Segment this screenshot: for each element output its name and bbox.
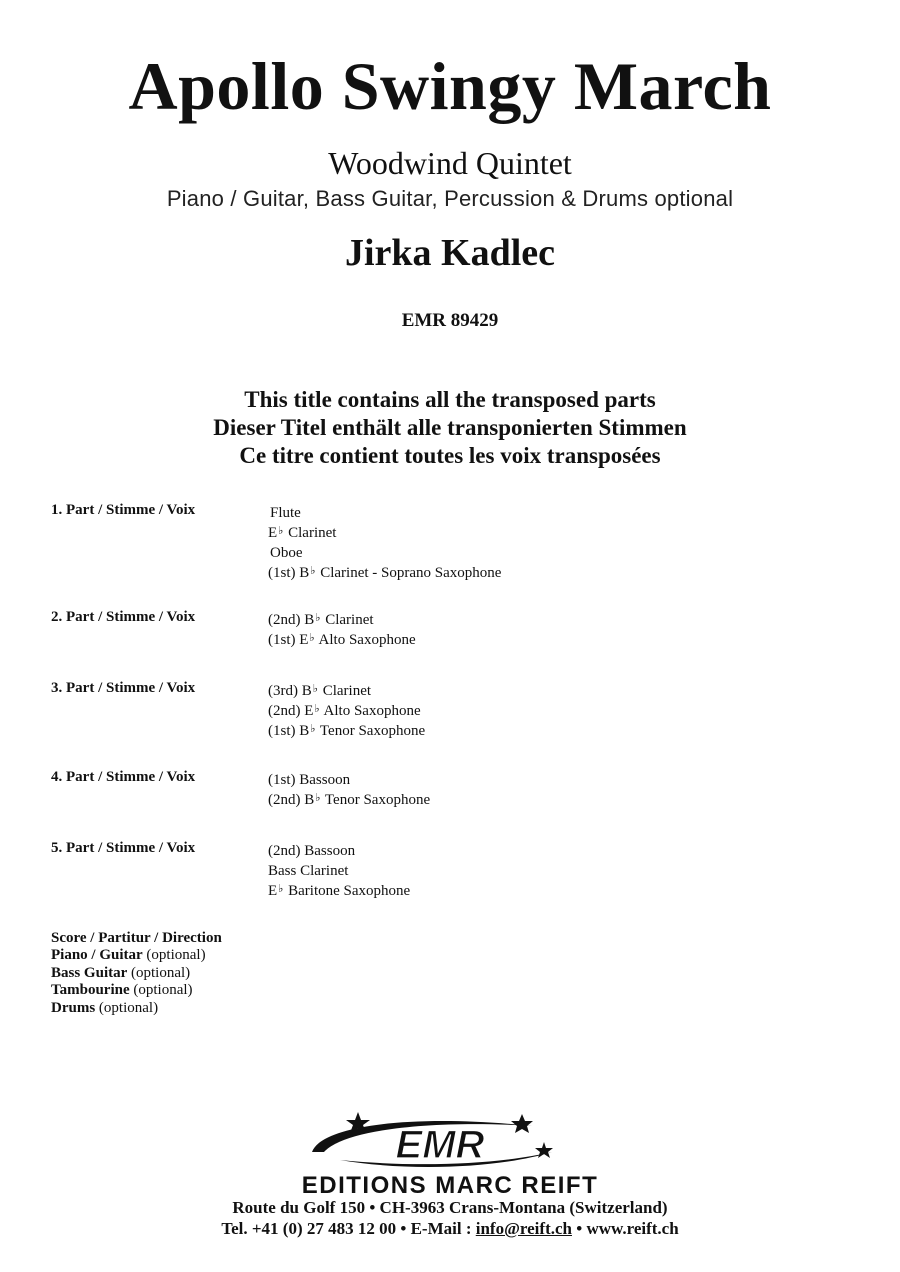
part-1-instruments [268,502,501,582]
notice-french: Ce titre contient toutes les voix transposées [239,443,661,468]
instrument-line: E♭ Clarinet [268,525,337,541]
email-link[interactable]: info@reift.ch [475,1219,572,1238]
phone-number: Tel. +41 (0) 27 483 12 00 [221,1219,397,1238]
instrument-line: (1st) E♭ Alto Saxophone [268,632,416,648]
publisher-contact [0,1219,900,1239]
emr-logo-icon [300,1108,580,1178]
logo-text: EMR [395,1123,485,1167]
extra-part: Piano / Guitar (optional) [51,947,206,964]
instrument-line: Flute [270,505,301,521]
email-label: E-Mail : [410,1219,476,1238]
part-2-label: 2. Part / Stimme / Voix [51,609,196,625]
part-3-label: 3. Part / Stimme / Voix [51,680,196,696]
ensemble-subtitle: Woodwind Quintet [328,145,572,181]
website-link[interactable]: www.reift.ch [586,1219,679,1238]
part-4-label: 4. Part / Stimme / Voix [51,769,196,785]
instrument-line: (3rd) B♭ Clarinet [268,683,372,699]
publisher-address: Route du Golf 150 • CH-3963 Crans-Montana (Switzerland) [232,1198,668,1217]
extra-part: Score / Partitur / Direction [51,930,222,946]
instrument-line: Oboe [270,545,303,561]
instrument-line: (1st) B♭ Clarinet - Soprano Saxophone [268,565,502,581]
part-5-instruments [268,840,410,900]
instrument-line: Bass Clarinet [268,863,349,879]
separator: • [396,1219,411,1238]
notice-english: This title contains all the transposed parts [244,387,656,412]
instrument-line: (1st) Bassoon [268,772,351,788]
instrument-line: E♭ Baritone Saxophone [268,883,411,899]
notice-german: Dieser Titel enthält alle transponierten Stimmen [213,415,687,440]
separator: • [571,1219,587,1238]
publisher-name: EDITIONS MARC REIFT [301,1172,599,1199]
extra-part: Drums (optional) [51,999,159,1016]
instrument-line: (2nd) B♭ Tenor Saxophone [268,792,431,808]
score-title: Apollo Swingy March [128,48,772,124]
composer-name: Jirka Kadlec [344,232,556,274]
part-5-label: 5. Part / Stimme / Voix [51,840,196,856]
part-4-instruments [268,769,430,809]
extra-part: Bass Guitar (optional) [51,964,191,981]
instrument-line: (2nd) E♭ Alto Saxophone [268,703,421,719]
catalog-number: EMR 89429 [401,310,499,331]
instrument-line: (2nd) Bassoon [268,843,356,859]
instrument-line: (2nd) B♭ Clarinet [268,612,374,628]
additional-parts-list [51,930,222,1017]
part-1-label: 1. Part / Stimme / Voix [51,502,196,518]
part-2-instruments [268,609,416,649]
optional-instrumentation: Piano / Guitar, Bass Guitar, Percussion & Drums optional [166,186,734,211]
instrument-line: (1st) B♭ Tenor Saxophone [268,723,426,739]
part-3-instruments [268,680,425,740]
extra-part: Tambourine (optional) [51,982,193,999]
transposed-parts-notice [0,386,900,470]
